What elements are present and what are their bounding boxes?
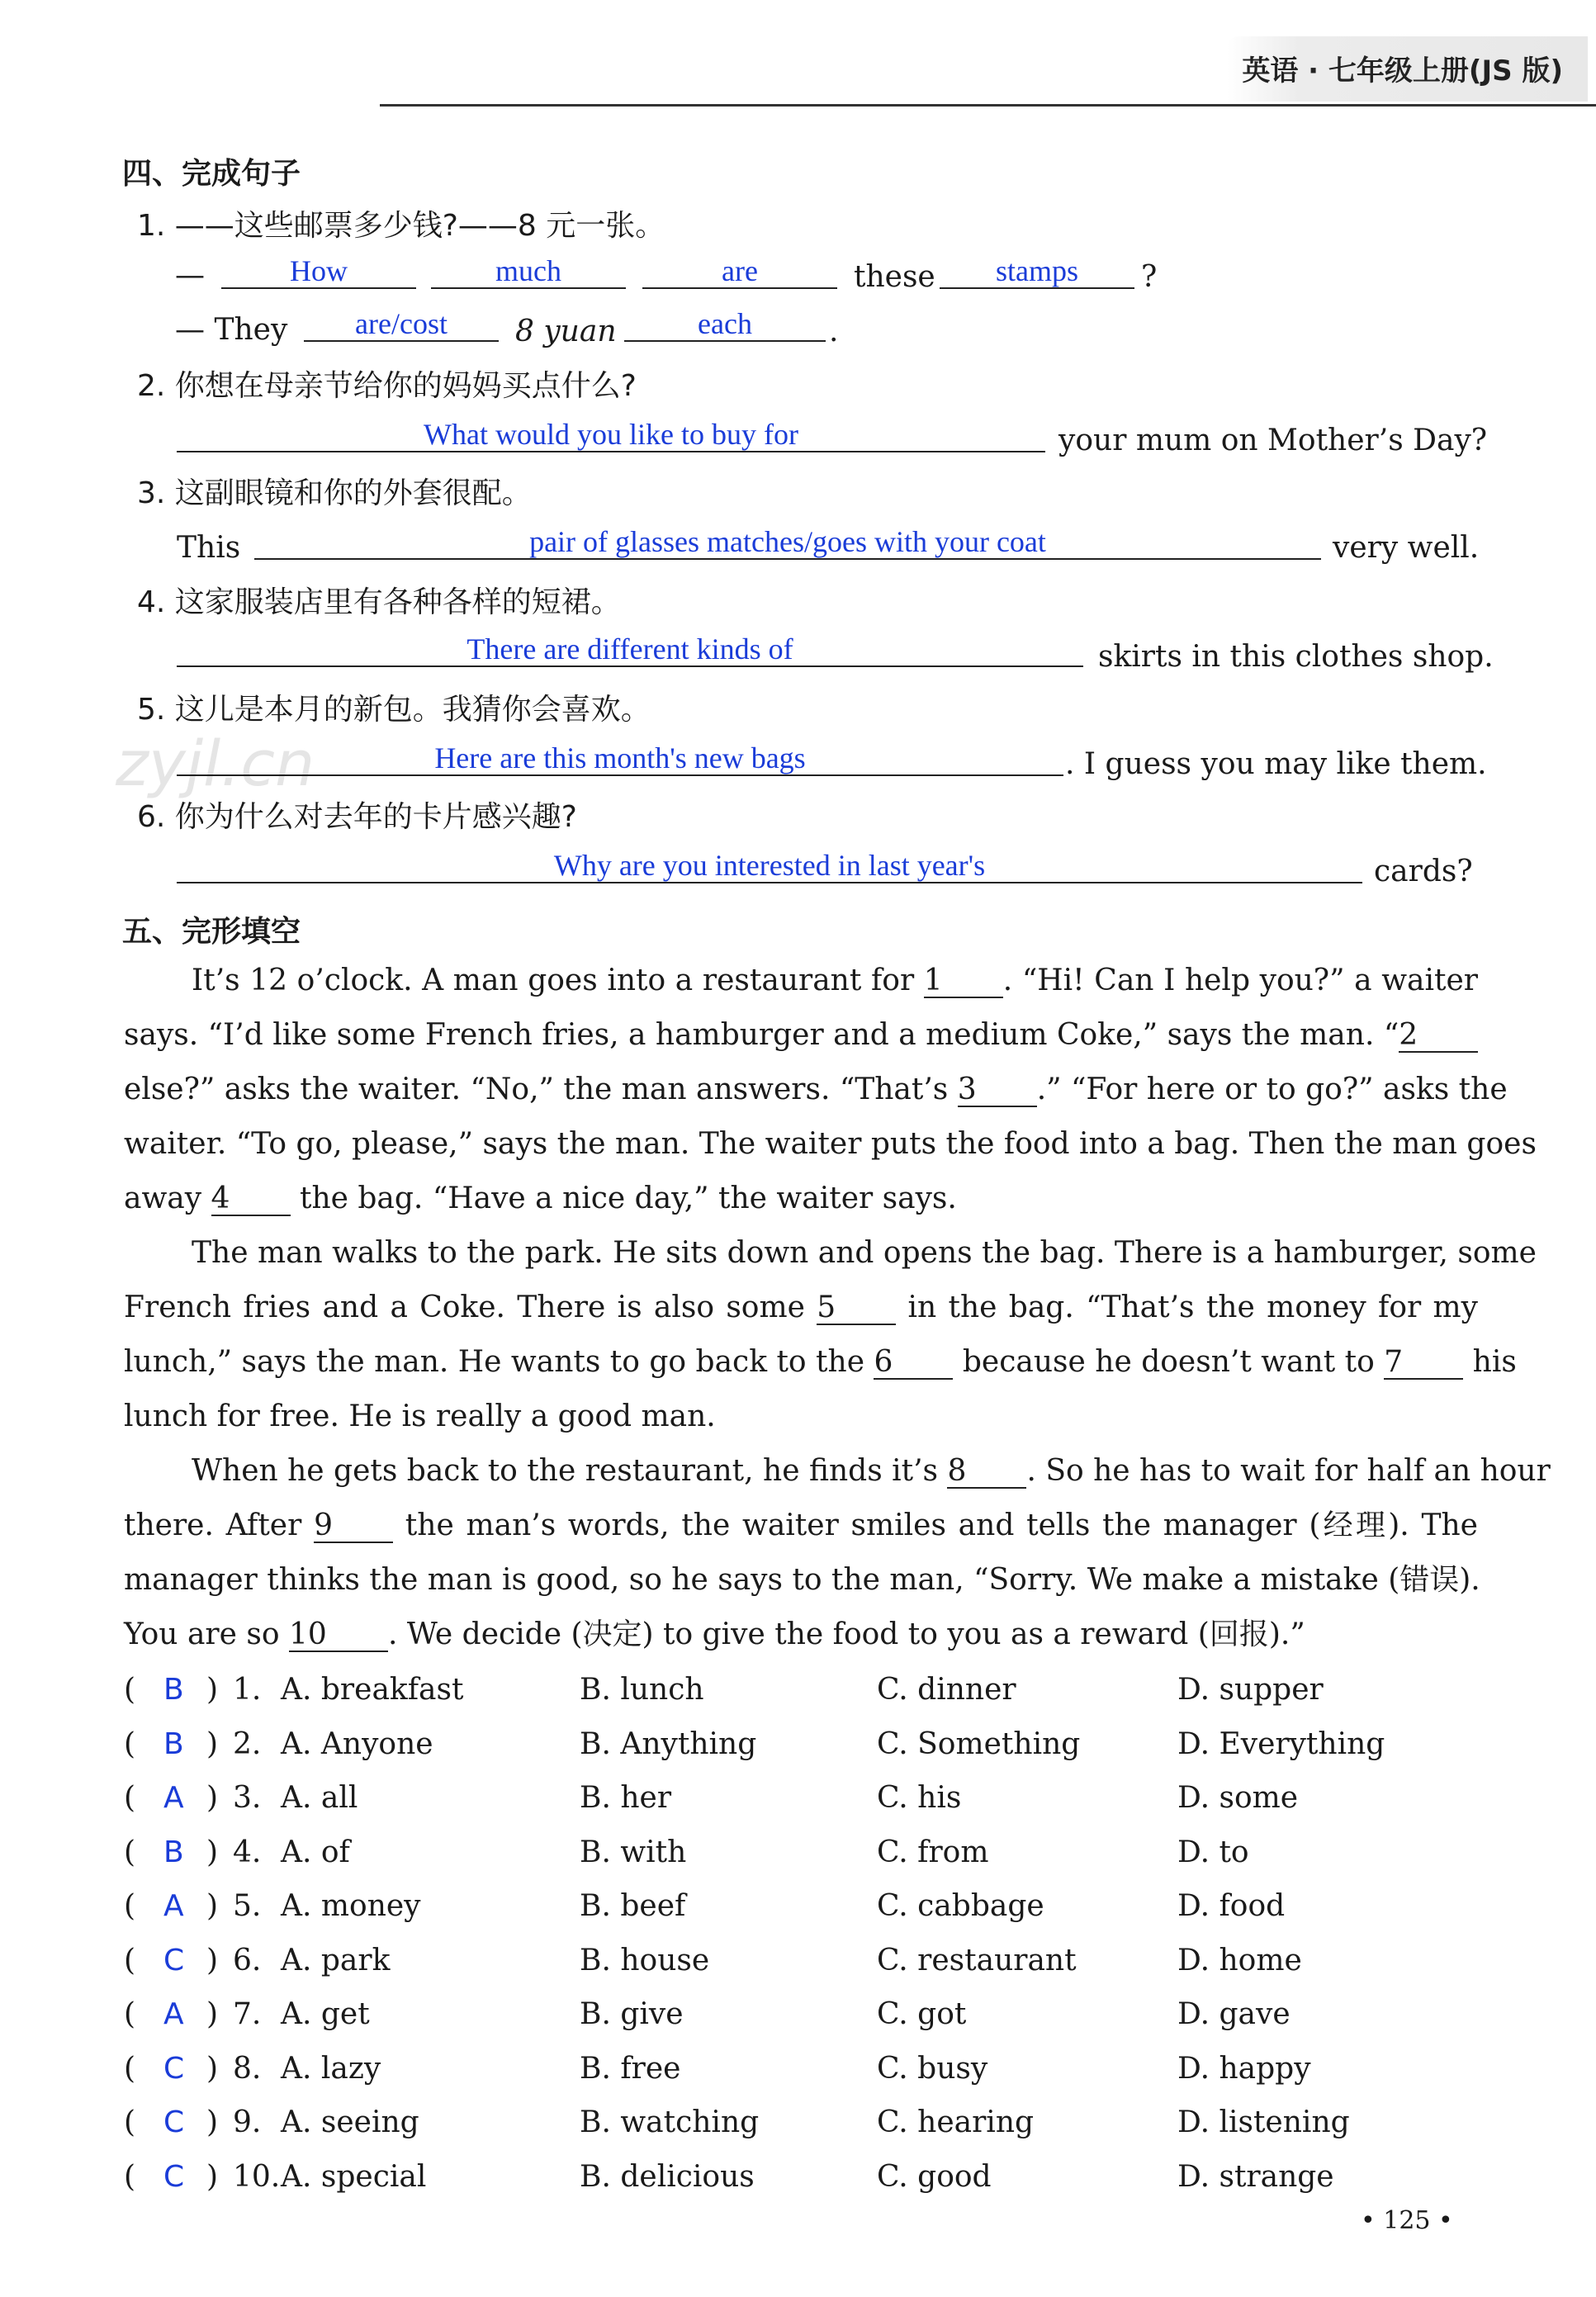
cloze-line: [124, 1344, 1517, 1381]
option-a: A. breakfast: [281, 1673, 464, 1707]
q2-prompt: 2. 你想在母亲节给你的妈妈买点什么?: [137, 369, 637, 403]
cloze-text: lunch,” says the man. He wants to go back to the: [124, 1345, 874, 1379]
option-c: C. cabbage: [877, 1889, 1044, 1923]
paren-close: ): [206, 1997, 219, 2031]
option-b: B. beef: [580, 1889, 686, 1923]
cloze-blank-10: 10: [289, 1619, 388, 1652]
option-a: A. get: [281, 1997, 370, 2031]
q3-head: This: [177, 531, 241, 565]
cloze-text: . We decide (决定) to give the food to you as a reward (回报).”: [387, 1617, 1305, 1651]
cloze-text: manager thinks the man is good, so he says to the man, “Sorry. We make a mistake (错误).: [124, 1563, 1480, 1597]
paren-close: ): [206, 1889, 219, 1923]
cloze-blank-5: 5: [817, 1292, 896, 1325]
cloze-line: [124, 1072, 1508, 1108]
cloze-blank-7: 7: [1384, 1347, 1463, 1380]
q2-answer: What would you like to buy for: [177, 418, 1045, 452]
option-d: D. supper: [1177, 1673, 1324, 1707]
cloze-text: . So he has to wait for half an hour: [1026, 1454, 1551, 1488]
paren-close: ): [206, 1726, 219, 1761]
cloze-text: says. “I’d like some French fries, a hamburger and a medium Coke,” says the man. “: [124, 1018, 1399, 1052]
option-b: B. watching: [580, 2105, 760, 2139]
question-number: 1.: [233, 1673, 262, 1707]
question-number: 10.: [233, 2159, 281, 2194]
question-number: 3.: [233, 1781, 262, 1815]
cloze-text: because he doesn’t want to: [953, 1345, 1385, 1379]
q6-tail: cards?: [1374, 855, 1473, 888]
section-title-4: 四、完成句子: [122, 157, 301, 191]
paren-open: (: [124, 1781, 136, 1815]
cloze-text: French fries and a Coke. There is also some: [124, 1291, 817, 1324]
cloze-blank-3: 3: [958, 1074, 1037, 1107]
answer-letter: B: [163, 1726, 184, 1761]
paren-close: ): [206, 2159, 219, 2194]
option-c: C. his: [877, 1781, 962, 1815]
cloze-text: his: [1463, 1345, 1517, 1379]
paren-close: ): [206, 1781, 219, 1815]
option-d: D. strange: [1177, 2159, 1334, 2194]
option-a: A. Anyone: [281, 1726, 433, 1761]
answer-letter: A: [163, 1781, 184, 1815]
option-a: A. lazy: [281, 2051, 381, 2086]
q4-tail: skirts in this clothes shop.: [1098, 640, 1494, 674]
q1-period: .: [829, 315, 839, 348]
cloze-text: The man walks to the park. He sits down and opens the bag. There is a hamburger, some: [192, 1236, 1537, 1270]
cloze-text: lunch for free. He is really a good man.: [124, 1400, 716, 1433]
option-c: C. good: [877, 2159, 992, 2194]
option-a: A. of: [281, 1835, 350, 1869]
q1-answer-2: much: [431, 254, 626, 289]
cloze-blank-6: 6: [874, 1347, 953, 1380]
cloze-blank-1: 1: [924, 965, 1003, 998]
cloze-line: [124, 1399, 1478, 1435]
q1-they: — They: [175, 313, 288, 347]
q1-answer-6: each: [624, 307, 826, 342]
option-d: D. happy: [1177, 2051, 1311, 2086]
paren-close: ): [206, 1673, 219, 1707]
q3-prompt: 3. 这副眼镜和你的外套很配。: [137, 476, 532, 510]
answer-letter: C: [163, 1943, 185, 1977]
option-c: C. got: [877, 1997, 967, 2031]
cloze-line: [192, 963, 1478, 999]
paren-open: (: [124, 1673, 136, 1707]
cloze-text: .” “For here or to go?” asks the: [1036, 1073, 1508, 1106]
cloze-blank-4: 4: [211, 1183, 291, 1216]
cloze-line: [124, 1508, 1478, 1544]
answer-letter: C: [163, 2105, 185, 2139]
q6-answer: Why are you interested in last year's: [177, 849, 1362, 883]
q2-tail: your mum on Mother’s Day?: [1058, 424, 1488, 457]
option-c: C. busy: [877, 2051, 988, 2086]
option-b: B. lunch: [580, 1673, 704, 1707]
q1-dash: —: [175, 258, 205, 292]
question-number: 2.: [233, 1726, 262, 1761]
question-number: 7.: [233, 1997, 262, 2031]
watermark: zyjl.cn: [116, 727, 315, 800]
cloze-line: [124, 1562, 1478, 1598]
answer-letter: A: [163, 1997, 184, 2031]
paren-close: ): [206, 1835, 219, 1869]
paren-open: (: [124, 1997, 136, 2031]
cloze-line: [192, 1453, 1551, 1489]
option-d: D. listening: [1177, 2105, 1350, 2139]
paren-open: (: [124, 1726, 136, 1761]
cloze-text: the bag. “Have a nice day,” the waiter says.: [290, 1182, 957, 1215]
option-c: C. dinner: [877, 1673, 1016, 1707]
option-d: D. home: [1177, 1943, 1302, 1977]
cloze-blank-9: 9: [314, 1510, 393, 1543]
answer-letter: B: [163, 1673, 184, 1707]
cloze-line: [124, 1181, 1478, 1217]
answer-letter: A: [163, 1889, 184, 1923]
q1-yuan: 8 yuan: [515, 315, 617, 348]
page-header: [380, 0, 1596, 107]
q1-answer-1: How: [221, 254, 416, 289]
cloze-line: [124, 1617, 1478, 1653]
cloze-text: waiter. “To go, please,” says the man. The waiter puts the food into a bag. Then the man goes: [124, 1127, 1537, 1161]
q1-answer-3: are: [642, 254, 837, 289]
option-c: C. from: [877, 1835, 989, 1869]
cloze-blank-8: 8: [947, 1456, 1026, 1489]
page-number: • 125 •: [1361, 2206, 1453, 2235]
cloze-line: [124, 1126, 1537, 1163]
option-b: B. with: [580, 1835, 687, 1869]
question-number: 4.: [233, 1835, 262, 1869]
q5-answer: Here are this month's new bags: [177, 741, 1063, 776]
question-number: 8.: [233, 2051, 262, 2086]
option-b: B. free: [580, 2051, 681, 2086]
cloze-text: the man’s words, the waiter smiles and tells the manager (经理). The: [393, 1508, 1478, 1542]
option-a: A. seeing: [281, 2105, 419, 2139]
cloze-text: there. After: [124, 1508, 315, 1542]
paren-open: (: [124, 1835, 136, 1869]
paren-close: ): [206, 1943, 219, 1977]
q4-answer: There are different kinds of: [177, 632, 1083, 667]
option-a: A. special: [281, 2159, 427, 2194]
option-d: D. Everything: [1177, 1726, 1385, 1761]
question-number: 9.: [233, 2105, 262, 2139]
option-d: D. gave: [1177, 1997, 1291, 2031]
cloze-text: When he gets back to the restaurant, he finds it’s: [192, 1454, 948, 1488]
book-title: 英语 · 七年级上册(JS 版): [1242, 48, 1563, 88]
paren-open: (: [124, 2159, 136, 2194]
q6-prompt: 6. 你为什么对去年的卡片感兴趣?: [137, 800, 577, 834]
option-a: A. money: [281, 1889, 421, 1923]
cloze-blank-2: 2: [1399, 1020, 1478, 1053]
option-c: C. Something: [877, 1726, 1081, 1761]
cloze-line: [192, 1235, 1537, 1272]
paren-open: (: [124, 1889, 136, 1923]
q1-prompt: 1. ——这些邮票多少钱?——8 元一张。: [137, 209, 665, 243]
paren-open: (: [124, 1943, 136, 1977]
q1-answer-5: are/cost: [304, 307, 499, 342]
option-c: C. hearing: [877, 2105, 1035, 2139]
cloze-text: . “Hi! Can I help you?” a waiter: [1002, 964, 1479, 997]
cloze-text: away: [124, 1182, 211, 1215]
option-a: A. all: [281, 1781, 358, 1815]
option-b: B. house: [580, 1943, 710, 1977]
q5-prompt: 5. 这儿是本月的新包。我猜你会喜欢。: [137, 693, 651, 727]
option-b: B. delicious: [580, 2159, 755, 2194]
q4-prompt: 4. 这家服装店里有各种各样的短裙。: [137, 585, 621, 619]
cloze-text: in the bag. “That’s the money for my: [896, 1291, 1478, 1324]
q1-qmark: ?: [1141, 260, 1158, 294]
paren-close: ): [206, 2051, 219, 2086]
q3-answer: pair of glasses matches/goes with your coat: [254, 525, 1321, 560]
cloze-text: It’s 12 o’clock. A man goes into a restaurant for: [192, 964, 924, 997]
option-a: A. park: [281, 1943, 391, 1977]
question-number: 6.: [233, 1943, 262, 1977]
q1-these: these: [854, 260, 935, 294]
paren-open: (: [124, 2105, 136, 2139]
q5-tail: . I guess you may like them.: [1065, 747, 1487, 781]
cloze-line: [124, 1017, 1478, 1054]
cloze-line: [124, 1290, 1478, 1326]
answer-letter: C: [163, 2159, 185, 2194]
option-b: B. Anything: [580, 1726, 757, 1761]
cloze-text: You are so: [124, 1617, 289, 1651]
paren-close: ): [206, 2105, 219, 2139]
option-b: B. give: [580, 1997, 684, 2031]
q3-tail: very well.: [1333, 531, 1480, 565]
paren-open: (: [124, 2051, 136, 2086]
option-d: D. to: [1177, 1835, 1249, 1869]
answer-letter: C: [163, 2051, 185, 2086]
answer-letter: B: [163, 1835, 184, 1869]
option-b: B. her: [580, 1781, 672, 1815]
question-number: 5.: [233, 1889, 262, 1923]
option-d: D. food: [1177, 1889, 1286, 1923]
q1-answer-4: stamps: [940, 254, 1134, 289]
cloze-text: else?” asks the waiter. “No,” the man answers. “That’s: [124, 1073, 958, 1106]
option-d: D. some: [1177, 1781, 1299, 1815]
section-title-5: 五、完形填空: [122, 915, 301, 949]
option-c: C. restaurant: [877, 1943, 1077, 1977]
